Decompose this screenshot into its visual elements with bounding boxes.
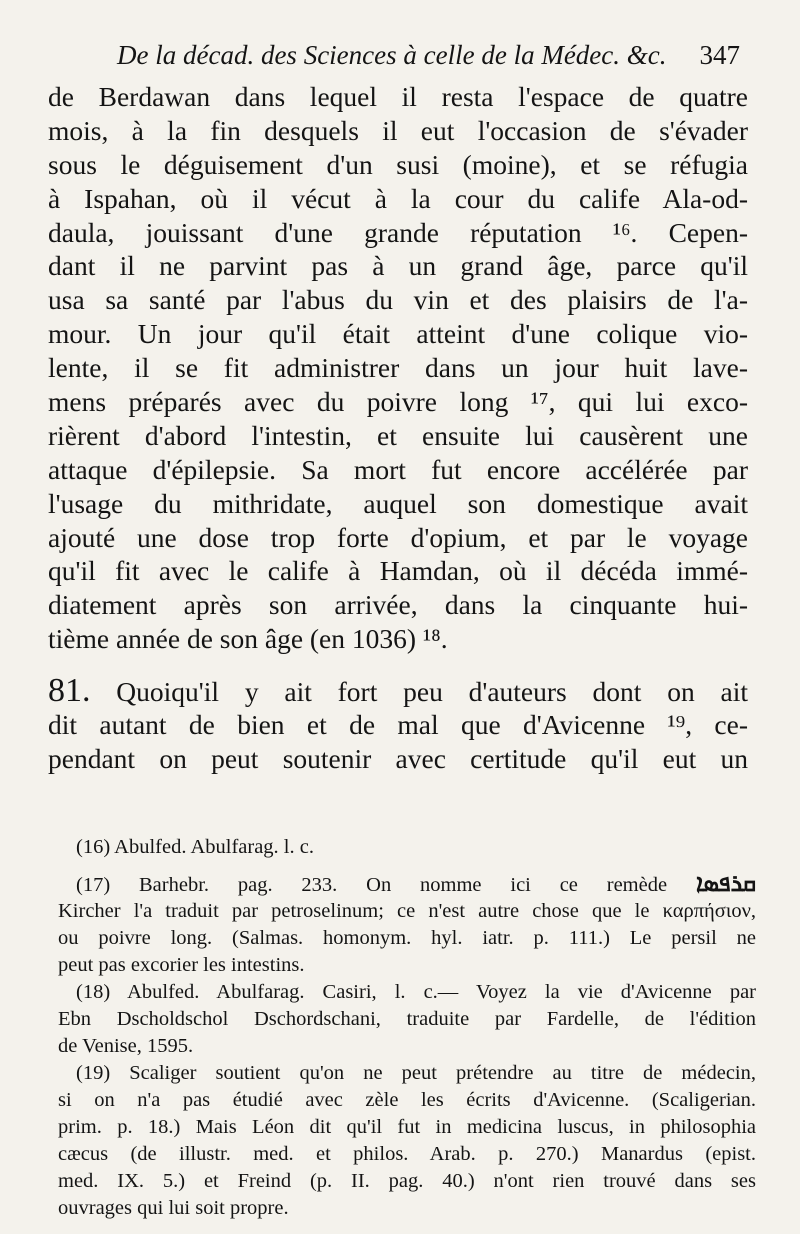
footnote-17-text: (17) Barhebr. pag. 233. On nomme ici ce remède bbox=[76, 874, 668, 896]
text-line: ajouté une dose trop forte d'opium, et par le voyage bbox=[48, 521, 748, 553]
section-number: 81. bbox=[48, 672, 91, 710]
footnote-line: Ebn Dscholdschol Dschordschani, traduite par Fardelle, de l'édition bbox=[58, 1008, 756, 1030]
paragraph-81-line-text: Quoiqu'il y ait fort peu d'auteurs dont on ait bbox=[116, 676, 748, 708]
footnote-line: prim. p. 18.) Mais Léon dit qu'il fut in medicina luscus, in philosophia bbox=[58, 1116, 756, 1138]
footnote-18-first-line: (18) Abulfed. Abulfarag. Casiri, l. c.— Voyez la vie d'Avicenne par bbox=[76, 981, 756, 1003]
text-line: attaque d'épilepsie. Sa mort fut encore accélérée par bbox=[48, 453, 748, 485]
text-line: dit autant de bien et de mal que d'Avicenne ¹⁹, ce- bbox=[48, 709, 748, 741]
text-line: tième année de son âge (en 1036) ¹⁸. bbox=[48, 623, 448, 655]
text-line: mois, à la fin desquels il eut l'occasion de s'évader bbox=[48, 114, 748, 146]
text-line: sous le déguisement d'un susi (moine), et se réfugia bbox=[48, 148, 748, 180]
running-head-title: De la décad. des Sciences à celle de la Médec. &c. bbox=[117, 40, 667, 70]
text-line: mens préparés avec du poivre long ¹⁷, qui lui exco- bbox=[48, 386, 748, 418]
footnote-line: peut pas excorier les intestins. bbox=[58, 954, 305, 976]
text-line: dant il ne parvint pas à un grand âge, parce qu'il bbox=[48, 250, 748, 282]
text-line: de Berdawan dans lequel il resta l'espace de quatre bbox=[48, 81, 748, 112]
text-line: lente, il se fit administrer dans un jour huit lave- bbox=[48, 352, 748, 384]
text-line: usa sa santé par l'abus du vin et des plaisirs de l'a- bbox=[48, 284, 748, 316]
text-line: rièrent d'abord l'intestin, et ensuite lui causèrent une bbox=[48, 419, 748, 451]
text-line: pendant on peut soutenir avec certitude qu'il eut un bbox=[48, 742, 748, 774]
footnote-line: cæcus (de illustr. med. et philos. Arab. p. 270.) Manardus (epist. bbox=[58, 1143, 756, 1165]
footnote-16: (16) Abulfed. Abulfarag. l. c. bbox=[76, 836, 314, 858]
footnotes bbox=[58, 834, 756, 1222]
text-line: diatement après son arrivée, dans la cinquante hui- bbox=[48, 589, 748, 621]
running-head bbox=[95, 40, 740, 80]
text-line: qu'il fit avec le calife à Hamdan, où il décéda immé- bbox=[48, 555, 748, 587]
text-line: daula, jouissant d'une grande réputation ¹⁶. Cepen- bbox=[48, 216, 748, 248]
text-line: à Ispahan, où il vécut à la cour du calife Ala-od- bbox=[48, 182, 748, 214]
page-number: 347 bbox=[699, 40, 740, 70]
footnote-line: ou poivre long. (Salmas. homonym. hyl. iatr. p. 111.) Le persil ne bbox=[58, 927, 756, 949]
footnote-line: de Venise, 1595. bbox=[58, 1035, 194, 1057]
paragraph-81-first-line bbox=[48, 674, 748, 708]
syriac-word: ܩܪܦܣܐ bbox=[695, 871, 756, 897]
footnote-line: ouvrages qui lui soit propre. bbox=[58, 1197, 289, 1219]
footnote-line: Kircher l'a traduit par petroselinum; ce n'est autre chose que le καρπήσιον, bbox=[58, 900, 756, 922]
footnote-17-first-line bbox=[58, 871, 756, 898]
footnote-line: med. IX. 5.) et Freind (p. II. pag. 40.) n'ont rien trouvé dans ses bbox=[58, 1170, 756, 1192]
text-line: l'usage du mithridate, auquel son domestique avait bbox=[48, 487, 748, 519]
text-line: mour. Un jour qu'il était atteint d'une colique vio- bbox=[48, 318, 748, 350]
footnote-line: si on n'a pas étudié avec zèle les écrits d'Avicenne. (Scaligerian. bbox=[58, 1089, 756, 1111]
footnote-19-first-line: (19) Scaliger soutient qu'on ne peut prétendre au titre de médecin, bbox=[76, 1062, 756, 1084]
body-text bbox=[48, 80, 748, 776]
